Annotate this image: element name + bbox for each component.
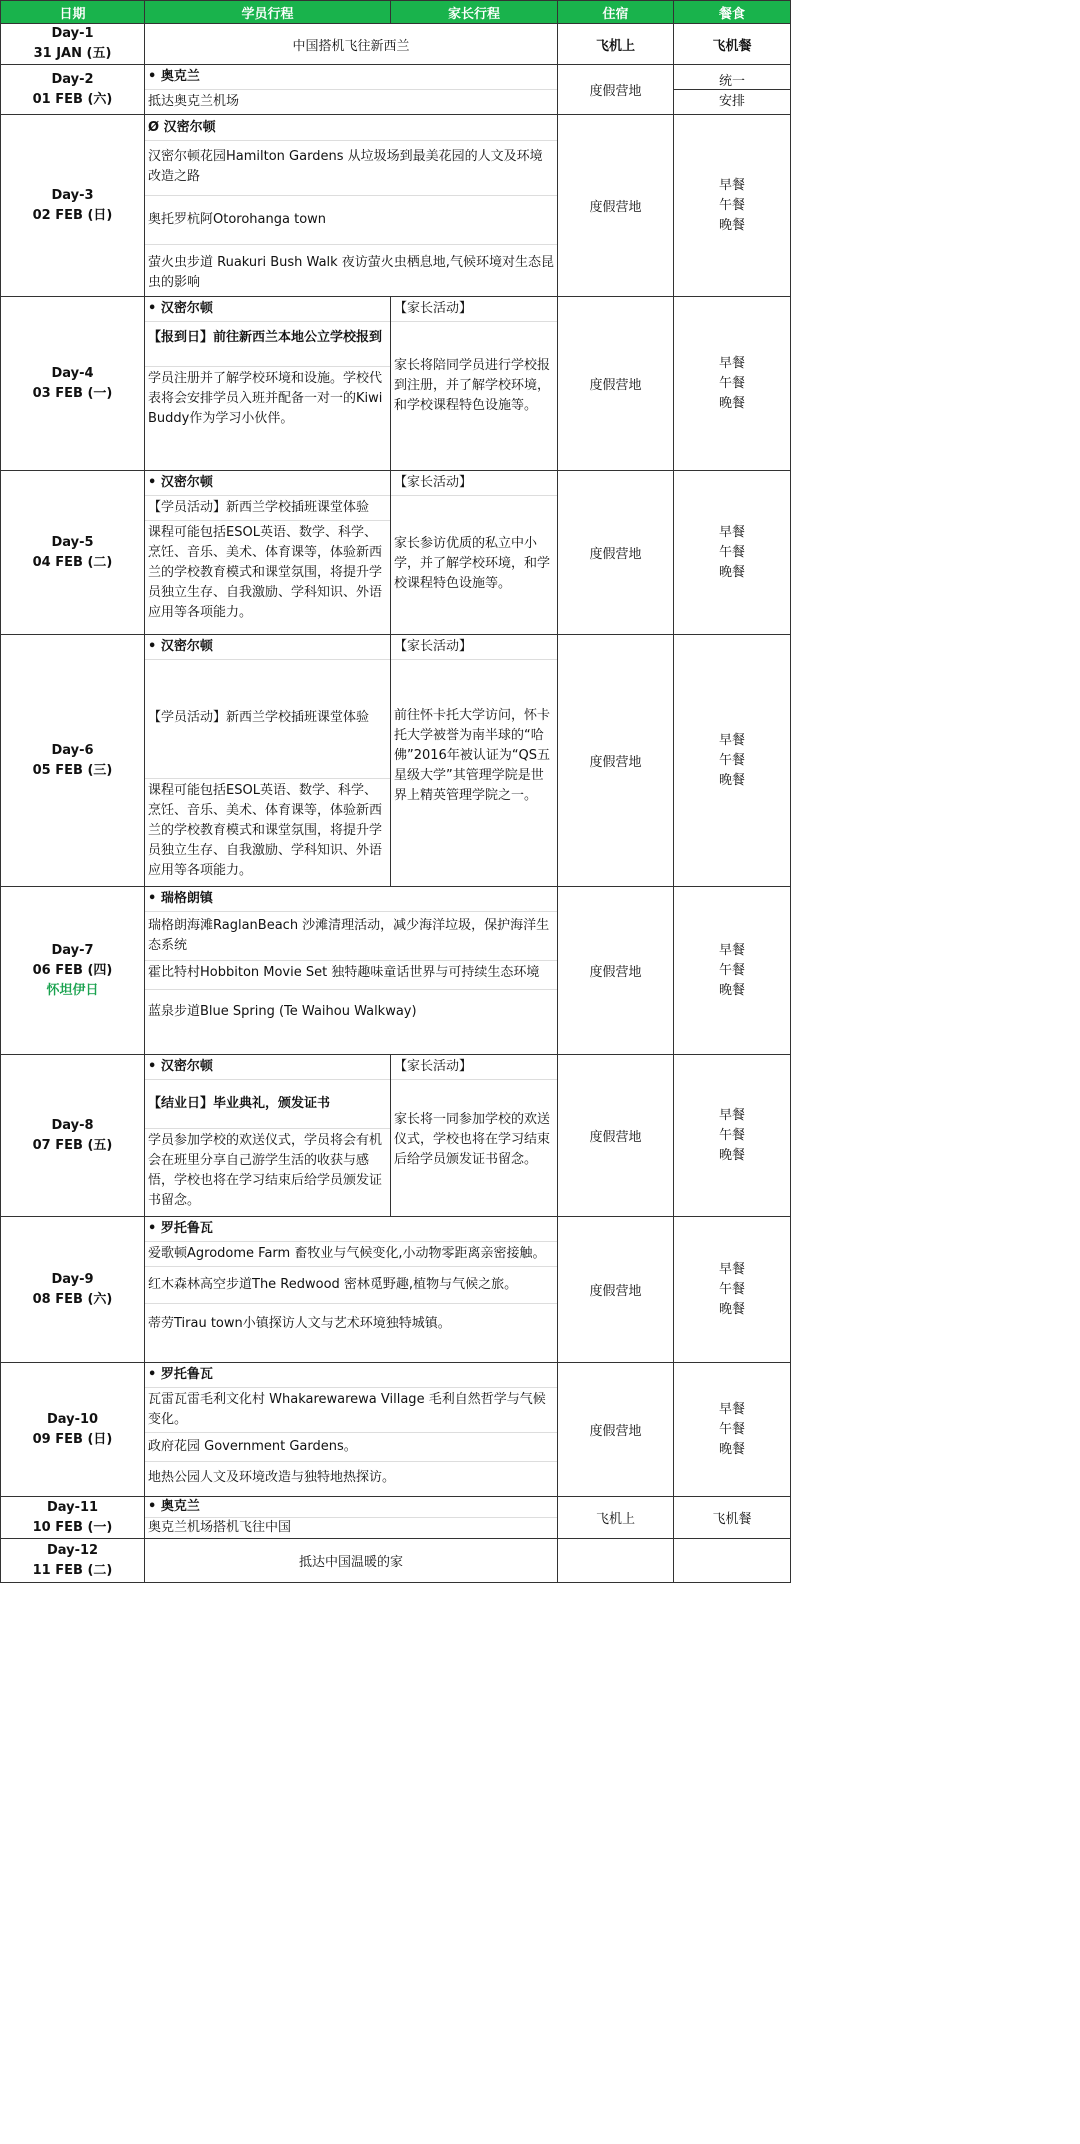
day-label: Day-10 [46,1411,99,1427]
meal-item: 晚餐 [718,564,745,580]
meal-item: 安排 [674,89,790,110]
date-label: 04 FEB (二) [32,554,113,570]
date-label: 02 FEB (日) [32,207,113,223]
date-cell [1,1539,145,1583]
student-itinerary [145,471,391,635]
meal-item: 午餐 [718,1281,745,1297]
day-label: Day-7 [51,942,94,958]
lodging-cell: 度假营地 [558,635,674,887]
meal-item: 午餐 [718,1127,745,1143]
date-label: 31 JAN (五) [33,46,112,61]
parent-activity: 家长将一同参加学校的欢送仪式，学校也将在学习结束后给学员颁发证书留念。 [391,1079,557,1170]
meal-item: 晚餐 [718,1441,745,1457]
location-label: • 汉密尔顿 [148,1059,213,1074]
day-label: Day-5 [51,534,94,550]
day-row [1,24,791,65]
meal-item: 晚餐 [718,217,745,233]
meal-cell [674,471,791,635]
itinerary-item: 【学员活动】新西兰学校插班课堂体验 [145,659,390,778]
lodging-cell: 度假营地 [558,65,674,115]
day-label: Day-9 [51,1271,94,1287]
lodging-cell: 飞机上 [558,24,674,65]
date-cell [1,1217,145,1363]
meal-cell [674,297,791,471]
parent-itinerary [391,635,558,887]
location-label: • 汉密尔顿 [148,301,213,316]
meal-item: 早餐 [718,732,745,748]
day-row [1,297,791,471]
date-cell [1,1055,145,1217]
student-itinerary [145,1055,391,1217]
day-label: Day-11 [46,1499,99,1515]
date-label: 05 FEB (三) [32,762,113,778]
itinerary-item: 蓝泉步道Blue Spring (Te Waihou Walkway) [145,989,557,1034]
lodging-cell: 度假营地 [558,471,674,635]
day-row [1,1055,791,1217]
date-label: 11 FEB (二) [32,1562,113,1578]
student-itinerary [145,1497,558,1539]
meal-cell: 飞机餐 [674,24,791,65]
meal-item: 晚餐 [718,772,745,788]
date-cell [1,887,145,1055]
day-row [1,887,791,1055]
lodging-cell: 度假营地 [558,1055,674,1217]
day-row [1,1363,791,1497]
header-row [1,1,791,24]
student-itinerary [145,887,558,1055]
merged-itinerary: 抵达中国温暖的家 [145,1539,558,1583]
itinerary-item: 瑞格朗海滩RaglanBeach 沙滩清理活动，减少海洋垃圾，保护海洋生态系统 [145,911,557,960]
meal-item: 早餐 [718,177,745,193]
meal-item: 午餐 [718,375,745,391]
day-label: Day-4 [51,365,94,381]
holiday-label: 怀坦伊日 [46,982,99,998]
meal-item: 晚餐 [718,982,745,998]
meal-cell [674,65,791,115]
parent-activity-title: 【家长活动】 [394,475,473,490]
meal-item: 午餐 [718,962,745,978]
itinerary-item: 爱歌顿Agrodome Farm 畜牧业与气候变化,小动物零距离亲密接触。 [145,1241,557,1266]
meal-cell [674,887,791,1055]
day-row [1,115,791,297]
day-label: Day-12 [46,1542,99,1558]
itinerary-item: 抵达奥克兰机场 [145,89,557,114]
itinerary-item: 学员注册并了解学校环境和设施。学校代表将会安排学员入班并配备一对一的Kiwi Buddy作为学习小伙伴。 [145,366,390,431]
header-student: 学员行程 [145,1,391,24]
meal-cell [674,1055,791,1217]
meal-item: 早餐 [718,1261,745,1277]
parent-activity: 家长将陪同学员进行学校报到注册，并了解学校环境，和学校课程特色设施等。 [391,321,557,416]
student-itinerary [145,297,391,471]
meal-item: 早餐 [718,1107,745,1123]
itinerary-item: 萤火虫步道 Ruakuri Bush Walk 夜访萤火虫栖息地,气候环境对生态昆虫的影响 [145,244,557,295]
meal-item: 午餐 [718,197,745,213]
itinerary-item: 瓦雷瓦雷毛利文化村 Whakarewarewa Village 毛利自然哲学与气候变化。 [145,1387,557,1432]
itinerary-item: 霍比特村Hobbiton Movie Set 独特趣味童话世界与可持续生态环境 [145,960,557,989]
itinerary-item: 【结业日】毕业典礼，颁发证书 [145,1079,390,1128]
day-row [1,471,791,635]
date-cell [1,297,145,471]
date-label: 01 FEB (六) [32,91,113,107]
student-itinerary [145,115,558,297]
student-itinerary [145,1363,558,1497]
itinerary-item: 红木森林高空步道The Redwood 密林觅野趣,植物与气候之旅。 [145,1266,557,1303]
day-label: Day-1 [51,26,94,41]
location-label: • 罗托鲁瓦 [148,1367,213,1382]
meal-item: 午餐 [718,752,745,768]
lodging-cell: 度假营地 [558,297,674,471]
itinerary-item: 课程可能包括ESOL英语、数学、科学、烹饪、音乐、美术、体育课等，体验新西兰的学校教育模式和课堂氛围，将提升学员独立生存、自我激励、学科知识、外语应用等各项能力。 [145,520,390,625]
date-cell [1,1363,145,1497]
day-row [1,1497,791,1539]
parent-activity-title: 【家长活动】 [394,1059,473,1074]
date-cell [1,115,145,297]
meal-item: 早餐 [718,524,745,540]
student-itinerary [145,635,391,887]
itinerary-item: 【报到日】前往新西兰本地公立学校报到 [145,321,390,366]
meal-item: 统一 [718,73,745,89]
meal-cell [674,1363,791,1497]
date-label: 03 FEB (一) [32,385,113,401]
location-label: • 奥克兰 [148,69,200,84]
meal-cell [674,1217,791,1363]
location-label: • 奥克兰 [148,1499,200,1514]
date-cell [1,65,145,115]
parent-activity: 前往怀卡托大学访问，怀卡托大学被誉为南半球的“哈佛”2016年被认证为“QS五星级大学”其管理学院是世界上精英管理学院之一。 [391,659,557,806]
meal-item: 午餐 [718,1421,745,1437]
meal-item: 午餐 [718,544,745,560]
date-label: 10 FEB (一) [32,1519,113,1535]
location-label: • 罗托鲁瓦 [148,1221,213,1236]
itinerary-item: 奥托罗杭阿Otorohanga town [145,195,557,244]
lodging-cell: 度假营地 [558,1363,674,1497]
itinerary-item: 【学员活动】新西兰学校插班课堂体验 [145,495,390,520]
day-row [1,635,791,887]
header-date: 日期 [1,1,145,24]
day-label: Day-8 [51,1117,94,1133]
day-label: Day-3 [51,187,94,203]
day-row [1,65,791,115]
itinerary-item: 课程可能包括ESOL英语、数学、科学、烹饪、音乐、美术、体育课等，体验新西兰的学校教育模式和课堂氛围，将提升学员独立生存、自我激励、学科知识、外语应用等各项能力。 [145,778,390,883]
lodging-cell [558,1539,674,1583]
date-cell [1,1497,145,1539]
parent-activity-title: 【家长活动】 [394,639,473,654]
day-label: Day-2 [51,71,94,87]
date-label: 09 FEB (日) [32,1431,113,1447]
date-cell [1,471,145,635]
meal-item: 早餐 [718,942,745,958]
meal-item: 晚餐 [718,1301,745,1317]
student-itinerary [145,65,558,115]
meal-cell: 飞机餐 [674,1497,791,1539]
date-label: 07 FEB (五) [32,1137,113,1153]
itinerary-item: 学员参加学校的欢送仪式，学员将会有机会在班里分享自己游学生活的收获与感悟，学校也将在学习结束后给学员颁发证书留念。 [145,1128,390,1213]
meal-item: 晚餐 [718,395,745,411]
itinerary-item: 政府花园 Government Gardens。 [145,1432,557,1461]
location-label: • 瑞格朗镇 [148,891,213,906]
parent-itinerary [391,297,558,471]
day-label: Day-6 [51,742,94,758]
itinerary-item: 奥克兰机场搭机飞往中国 [145,1517,557,1538]
lodging-cell: 飞机上 [558,1497,674,1539]
parent-activity: 家长参访优质的私立中小学，并了解学校环境，和学校课程特色设施等。 [391,495,557,594]
lodging-cell: 度假营地 [558,1217,674,1363]
header-parent: 家长行程 [391,1,558,24]
meal-item: 晚餐 [718,1147,745,1163]
header-lodging: 住宿 [558,1,674,24]
date-cell [1,24,145,65]
day-row [1,1217,791,1363]
location-label: • 汉密尔顿 [148,639,213,654]
date-label: 08 FEB (六) [32,1291,113,1307]
meal-item: 早餐 [718,355,745,371]
parent-itinerary [391,471,558,635]
header-meals: 餐食 [674,1,791,24]
meal-cell [674,1539,791,1583]
parent-activity-title: 【家长活动】 [394,301,473,316]
lodging-cell: 度假营地 [558,887,674,1055]
itinerary-item: 地热公园人文及环境改造与独特地热探访。 [145,1461,557,1494]
meal-cell [674,115,791,297]
itinerary-item: 蒂劳Tirau town小镇探访人文与艺术环境独特城镇。 [145,1303,557,1338]
meal-item: 早餐 [718,1401,745,1417]
merged-itinerary: 中国搭机飞往新西兰 [145,24,558,65]
date-cell [1,635,145,887]
location-label: • 汉密尔顿 [148,475,213,490]
itinerary-item: 汉密尔顿花园Hamilton Gardens 从垃圾场到最美花园的人文及环境改造之路 [145,140,557,195]
student-itinerary [145,1217,558,1363]
date-label: 06 FEB (四) [32,962,113,978]
location-label: Ø 汉密尔顿 [148,120,216,135]
lodging-cell: 度假营地 [558,115,674,297]
day-row [1,1539,791,1583]
parent-itinerary [391,1055,558,1217]
meal-cell [674,635,791,887]
